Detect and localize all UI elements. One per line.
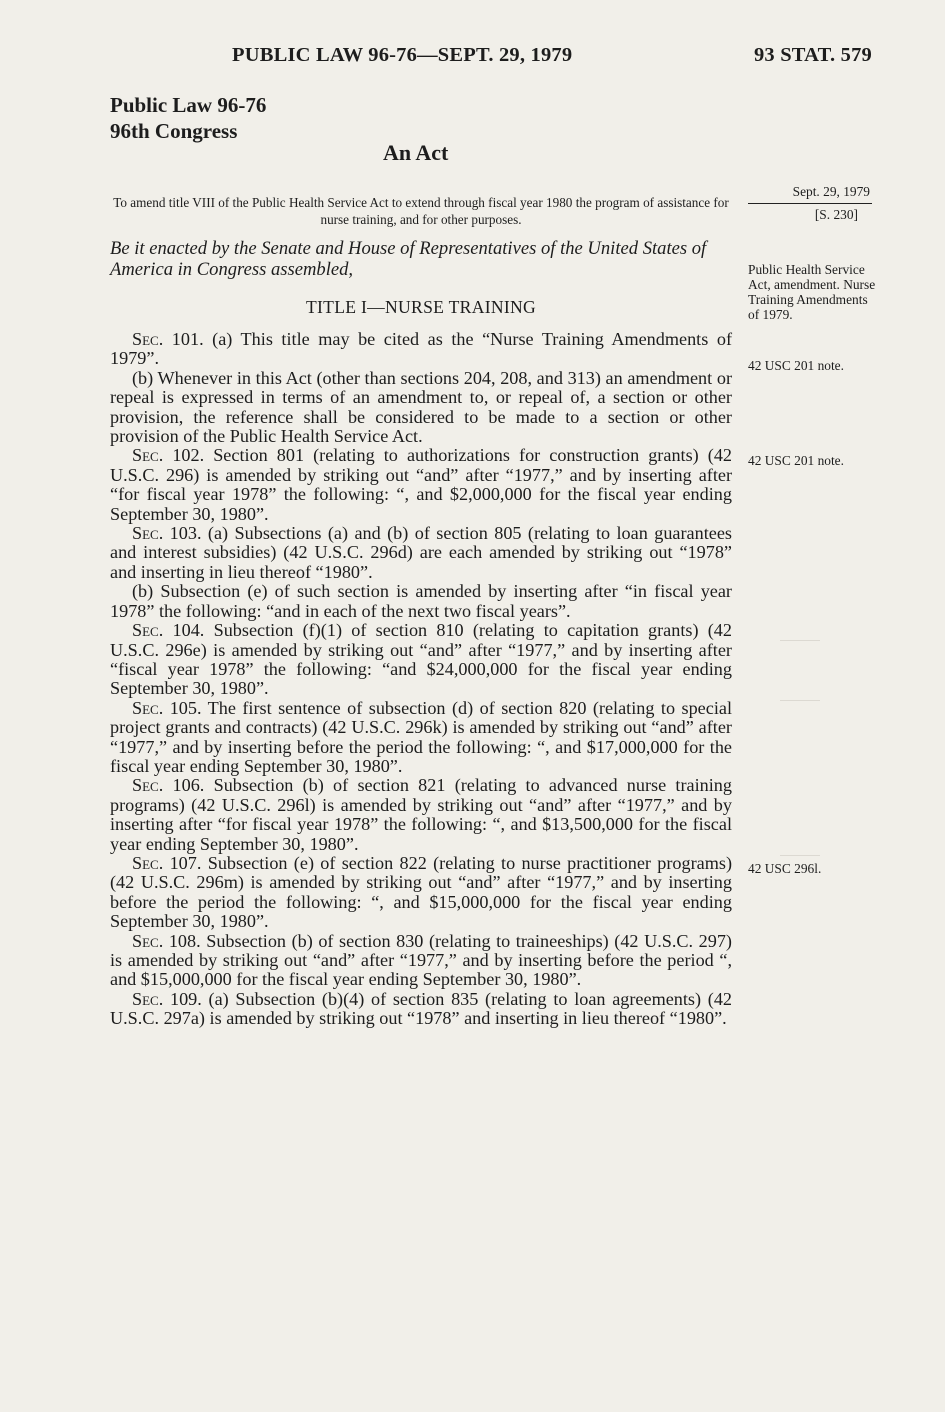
section-text: Subsection (b) of section 821 (relating to advanced nurse training programs) (42 U.S.C. 296l) is amended by striking out “and” after “1977,” and by inserting after “for fiscal year 1978” the following: “, and $13,500,000 for the fiscal year ending September 30, 1980”. [110,775,732,854]
section-paragraph [110,582,732,621]
section-label: Sec. 103. [132,523,202,544]
section-text: The first sentence of subsection (d) of section 820 (relating to special project grants and contracts) (42 U.S.C. 296k) is amended by striking out “and” after “1977,” and by inserting before the period the following: “, and $17,000,000 for the fiscal year ending September 30, 1980”. [110,697,732,776]
margin-note-usc-296l: 42 USC 296l. [748,861,822,876]
section-paragraph [110,621,732,699]
section-paragraph [110,369,732,447]
running-head [232,44,872,67]
section-label: Sec. 107. [132,852,202,873]
section-paragraph [110,699,732,777]
section-paragraph [110,446,732,524]
section-text: (a) This title may be cited as the “Nurse Training Amendments of 1979”. [110,329,732,369]
section-label: Sec. 108. [132,930,201,951]
congress-number: 96th Congress [110,119,238,143]
margin-note-phs: Public Health Service Act, amendment. Nurse Training Amendments of 1979. [748,262,876,322]
section-paragraph [110,776,732,854]
section-text: Subsection (b) of section 830 (relating to traineeships) (42 U.S.C. 297) is amended by striking out “and” after “1977,” and by inserting before the period “, and $15,000,000 for the fiscal year ending September 30, 1980”. [110,930,732,990]
section-text: (a) Subsections (a) and (b) of section 805 (relating to loan guarantees and interest subsidies) (42 U.S.C. 296d) are each amended by striking out “1978” and inserting in lieu thereof “1980”. [110,523,732,582]
section-paragraph [110,932,732,990]
margin-note-date [748,184,878,222]
act-title: An Act [383,140,449,165]
section-text: Subsection (e) of section 822 (relating to nurse practitioner programs) (42 U.S.C. 296m) is amended by striking out “and” after “1977,” and by inserting before the period the following: “, and $15,000,000 for the fiscal year ending September 30, 1980”. [110,852,733,932]
section-paragraph [110,524,732,582]
section-label: Sec. 104. [132,620,205,641]
margin-rule [748,203,872,204]
section-label: Sec. 109. [132,988,202,1009]
approval-date: Sept. 29, 1979 [792,184,870,199]
section-label: Sec. 106. [132,775,205,796]
stat-reference: 93 STAT. 579 [753,44,872,66]
enacting-clause: Be it enacted by the Senate and House of Representatives of the United States of America in Congress assembled, [110,238,707,280]
law-number: Public Law 96-76 [110,93,267,117]
bleed-through-mark [780,700,820,709]
section-paragraph [110,990,732,1029]
section-text: Subsection (f)(1) of section 810 (relating to capitation grants) (42 U.S.C. 296e) is amended by striking out “and” after “1977,” and by inserting after “fiscal year 1978” the following: “and $24,000,000 for the fiscal year ending September 30, 1980”. [110,620,732,699]
law-identification [110,92,266,144]
margin-note-usc-201-b: 42 USC 201 note. [748,453,844,468]
section-label: Sec. 102. [132,445,205,466]
section-text: (a) Subsection (b)(4) of section 835 (relating to loan agreements) (42 U.S.C. 297a) is amended by striking out “1978” and inserting in lieu thereof “1980”. [110,988,733,1029]
section-text: Section 801 (relating to authorizations for construction grants) (42 U.S.C. 296) is amended by striking out “and” after “1977,” and by inserting after “for fiscal year 1978” the following: “, and $2,000,000 for the fiscal year ending September 30, 1980”. [110,445,733,524]
bill-number: [S. 230] [814,207,858,222]
section-label: Sec. 105. [132,697,202,718]
act-purpose: To amend title VIII of the Public Health Service Act to extend through fiscal year 1980 the program of assistance for nurse training, and for other purposes. [113,195,729,227]
body-text [110,330,732,1029]
section-paragraph [110,854,732,932]
section-paragraph [110,330,732,369]
margin-note-usc-201-a: 42 USC 201 note. [748,358,844,373]
running-title: PUBLIC LAW 96-76—SEPT. 29, 1979 [232,44,573,66]
section-label: Sec. 101. [132,329,204,349]
section-text: (b) Subsection (e) of such section is amended by inserting after “in fiscal year 1978” the following: “and in each of the next two fiscal years”. [110,581,732,621]
section-text: (b) Whenever in this Act (other than sections 204, 208, and 313) an amendment or repeal is expressed in terms of an amendment to, or repeal of, a section or other provision, the reference shall be considered to be made to a section or other provision of the Public Health Service Act. [110,367,732,447]
bleed-through-mark [780,640,820,649]
bleed-through-mark [780,855,820,864]
title-heading: TITLE I—NURSE TRAINING [305,297,537,317]
